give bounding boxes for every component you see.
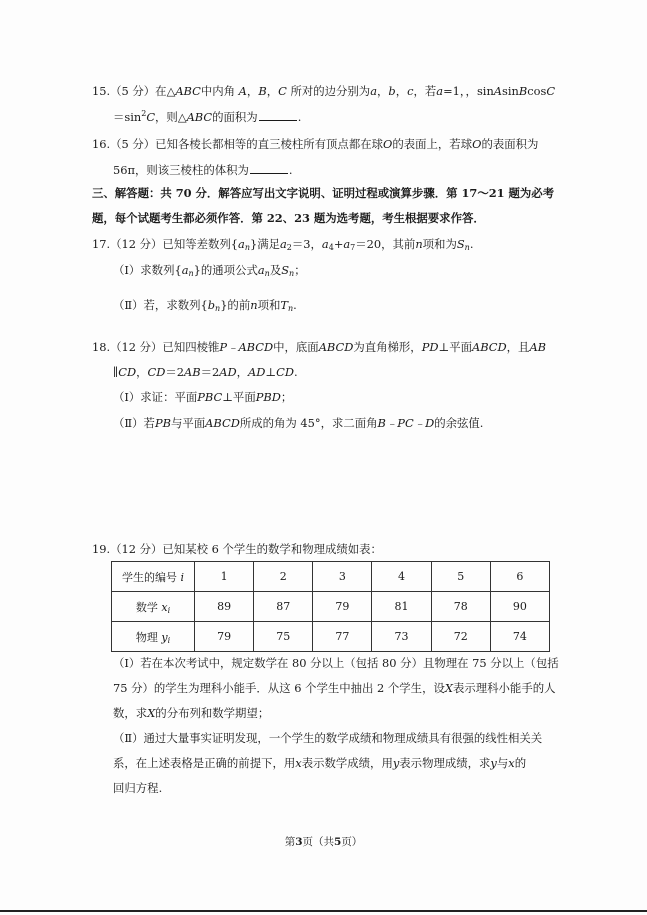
table-header-id: 学生的编号 i [112, 562, 195, 592]
table-header-math: 数学 $x_i$ [112, 592, 195, 622]
q19-part1-line2: 75 分）的学生为理科小能手．从这 6 个学生中抽出 2 个学生，设X表示理科小能手的人 [113, 681, 556, 695]
table-cell: 79 [195, 622, 254, 652]
table-cell: 73 [372, 622, 431, 652]
q16-line2: 56π，则该三棱柱的体积为 . [113, 163, 293, 177]
table-cell: 75 [254, 622, 313, 652]
score-table [111, 561, 550, 652]
table-row-physics [112, 622, 550, 652]
q19-part2-line2: 系，在上述表格是正确的前提下，用x表示数学成绩，用y表示物理成绩，求y与x的 [113, 756, 527, 770]
q18-part1: （Ⅰ）求证：平面PBC⊥平面PBD； [113, 390, 293, 404]
table-cell: 79 [313, 592, 372, 622]
section3-line1: 三、解答题：共 70 分．解答应写出文字说明、证明过程或演算步骤．第 17～21 题为必考 [92, 186, 555, 200]
table-cell: 78 [431, 592, 490, 622]
q15-line1: 15.（5 分）在△ABC中内角 A，B，C 所对的边分别为a，b，c，若a=1，，sinAsinBcosC [92, 84, 556, 98]
table-cell: 89 [195, 592, 254, 622]
q16-answer-blank [250, 163, 288, 174]
page-footer: 第3页（共5页） [284, 836, 363, 848]
q18-line2: ∥CD，CD＝2AB＝2AD，AD⊥CD. [113, 365, 298, 379]
q19-part1-line3: 数，求X的分布列和数学期望； [113, 706, 270, 720]
table-cell: 1 [195, 562, 254, 592]
q16-line1: 16.（5 分）已知各棱长都相等的直三棱柱所有顶点都在球O的表面上，若球O的表面积为 [92, 137, 539, 151]
q17-part1: （Ⅰ）求数列$\{a_n\}$的通项公式$a_n$及$S_n$； [113, 263, 306, 278]
q19-part1-line1: （Ⅰ）若在本次考试中，规定数学在 80 分以上（包括 80 分）且物理在 75 分以上（包括 [113, 656, 559, 670]
table-cell: 77 [313, 622, 372, 652]
q18-line1: 18.（12 分）已知四棱锥P﹣ABCD中，底面ABCD为直角梯形，PD⊥平面ABCD，且AB [92, 340, 547, 354]
q19-line1: 19.（12 分）已知某校 6 个学生的数学和物理成绩如表： [92, 542, 382, 556]
q19-part2-line3: 回归方程. [113, 781, 163, 795]
q15-answer-blank [259, 110, 297, 121]
table-cell: 3 [313, 562, 372, 592]
section3-line2: 题，每个试题考生都必须作答．第 22、23 题为选考题，考生根据要求作答． [92, 211, 485, 225]
q15-line2: $=\sin^2C$，则△ABC的面积为 . [113, 109, 302, 124]
bottom-rule [0, 910, 647, 912]
table-header-physics: 物理 $y_i$ [112, 622, 195, 652]
table-cell: 2 [254, 562, 313, 592]
table-cell: 5 [431, 562, 490, 592]
q18-part2: （Ⅱ）若PB与平面ABCD所成的角为 45°，求二面角B﹣PC﹣D的余弦值. [113, 416, 484, 430]
table-row-id [112, 562, 550, 592]
table-cell: 72 [431, 622, 490, 652]
table-cell: 74 [490, 622, 549, 652]
table-row-math [112, 592, 550, 622]
table-cell: 6 [490, 562, 549, 592]
q17-line1: 17.（12 分）已知等差数列$\{a_n\}$满足$a_2=3$，$a_4+a_7=20$，其前n项和为$S_n$. [92, 237, 474, 252]
table-cell: 87 [254, 592, 313, 622]
table-cell: 4 [372, 562, 431, 592]
table-cell: 90 [490, 592, 549, 622]
table-cell: 81 [372, 592, 431, 622]
q17-part2: （Ⅱ）若，求数列$\{b_n\}$的前n项和$T_n$. [113, 298, 297, 313]
q19-part2-line1: （Ⅱ）通过大量事实证明发现，一个学生的数学成绩和物理成绩具有很强的线性相关关 [113, 731, 543, 745]
